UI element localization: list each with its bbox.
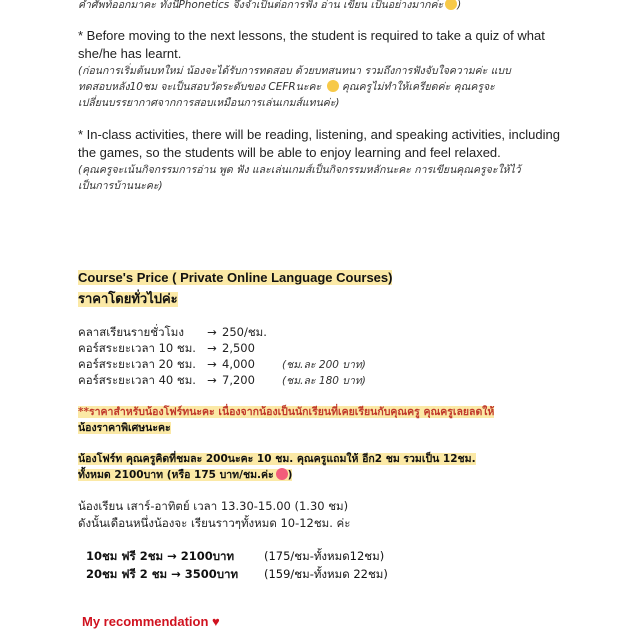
para1-th-line1: (ก่อนการเริ่มต้นบทใหม่ น้องจะได้รับการทดสอบ ด้วยบทสนทนา รวมถึงการฟังจับใจความค่ะ แบบ <box>78 65 511 77</box>
para2-th-line2: เป็นการบ้านนะคะ) <box>78 180 163 192</box>
smile-emoji-icon <box>445 0 457 10</box>
top-fragment-end: ) <box>457 0 462 11</box>
heart-icon: ♥ <box>212 614 220 629</box>
special-note-line2 <box>78 419 171 436</box>
schedule-line1: น้องเรียน เสาร์-อาทิตย์ เวลา 13.30-15.00 (1.30 ชม) <box>78 499 349 513</box>
arrow-icon: → <box>207 373 217 387</box>
para1-en-line1: * Before moving to the next lessons, the student is required to take a quiz of what <box>78 28 545 43</box>
arrow-icon: → <box>207 357 217 371</box>
price-title-en <box>78 270 392 285</box>
recommendation-text: My recommendation <box>82 614 209 629</box>
special-note-line1 <box>78 403 494 420</box>
price-row-amount: 4,000 <box>222 357 255 371</box>
arrow-icon: → <box>207 341 217 355</box>
price-row-label: คอร์สระยะเวลา 40 ชม. <box>78 373 196 387</box>
para2-en-line2: the games, so the students will be able to enjoy learning and feel relaxed. <box>78 145 501 160</box>
top-fragment-text: คำศัพท์ออกมาคะ ทั้งนีPhonetics จึงจำเป็นต่อการฟัง อ่าน เขียน เป็นอย่างมากค่ะ <box>78 0 444 11</box>
special-offer-line1 <box>78 450 476 467</box>
para1-th-line2-b: คุณครูไม่ทำให้เครียดค่ะ คุณครูจะ <box>338 81 495 93</box>
package-detail: (175/ชม-ทั้งหมด12ชม) <box>264 549 385 563</box>
arrow-icon: → <box>207 325 217 339</box>
price-title-th-text: ราคาโดยทั่วไปค่ะ <box>78 292 178 307</box>
special-offer-line2-a: ทั้งหมด 2100บาท (หรือ 175 บาท/ชม.ค่ะ <box>78 469 274 481</box>
recommendation-heading <box>82 614 220 629</box>
para2-th-line1: (คุณครูจะเน้นกิจกรรมการอ่าน พูด ฟัง และเล่นเกมส์เป็นกิจกรรมหลักนะคะ การเขียนคุณครูจะให้ไว้ <box>78 164 521 176</box>
price-row-amount: 2,500 <box>222 341 255 355</box>
price-row-amount: 7,200 <box>222 373 255 387</box>
special-offer-line2-text <box>78 469 292 481</box>
para1-en-line2: she/he has learnt. <box>78 46 182 61</box>
price-row-per: (ชม.ละ 180 บาท) <box>282 375 366 387</box>
para1-th-line2 <box>78 79 495 95</box>
para2-en-line1: * In-class activities, there will be reading, listening, and speaking activities, including <box>78 127 560 142</box>
schedule-line2: ดังนั้นเดือนหนึ่งน้องจะ เรียนราวๆทั้งหมด 10-12ชม. ค่ะ <box>78 516 351 530</box>
package-row <box>86 566 388 584</box>
price-row-label: คอร์สระยะเวลา 20 ชม. <box>78 357 196 371</box>
special-offer-line1-text: น้องโฟร์ท คุณครูคิดที่ชมละ 200นะคะ 10 ชม. คุณครูแถมให้ อีก2 ชม รวมเป็น 12ชม. <box>78 453 476 465</box>
special-offer-line2-end: ) <box>287 469 293 481</box>
price-row-label: คลาสเรียนรายชั่วโมง <box>78 325 184 339</box>
special-offer-line2 <box>78 466 292 483</box>
package-main: 20ชม ฟรี 2 ชม → 3500บาท <box>86 567 239 581</box>
package-row <box>86 548 384 566</box>
para1-th-line3: เปลี่ยนบรรยากาศจากการสอบเหมือนการเล่นเกมส์แทนค่ะ) <box>78 97 340 109</box>
top-fragment <box>78 0 461 13</box>
special-note-line2-text: น้องราคาพิเศษนะคะ <box>78 422 171 434</box>
heart-eyes-emoji-icon <box>276 468 288 480</box>
price-row-per: (ชม.ละ 200 บาท) <box>282 359 366 371</box>
package-detail: (159/ชม-ทั้งหมด 22ชม) <box>264 567 388 581</box>
package-main: 10ชม ฟรี 2ชม → 2100บาท <box>86 549 235 563</box>
price-row-amount: 250/ชม. <box>222 325 267 339</box>
price-row <box>78 372 366 390</box>
special-note-line1-text: **ราคาสำหรับน้องโฟร์ทนะคะ เนื่องจากน้องเป็นนักเรียนที่เคยเรียนกับคุณครู คุณครูเลยลดให้ <box>78 406 495 418</box>
para1-th-line2-a: ทดสอบหลัง10ชม จะเป็นสอบวัดระดับของ CEFRนะคะ <box>78 81 322 93</box>
price-title-en-text: Course's Price ( Private Online Language Courses) <box>78 270 393 285</box>
price-row-label: คอร์สระยะเวลา 10 ชม. <box>78 341 196 355</box>
sunglasses-emoji-icon <box>327 80 339 92</box>
price-title-th <box>78 288 178 309</box>
